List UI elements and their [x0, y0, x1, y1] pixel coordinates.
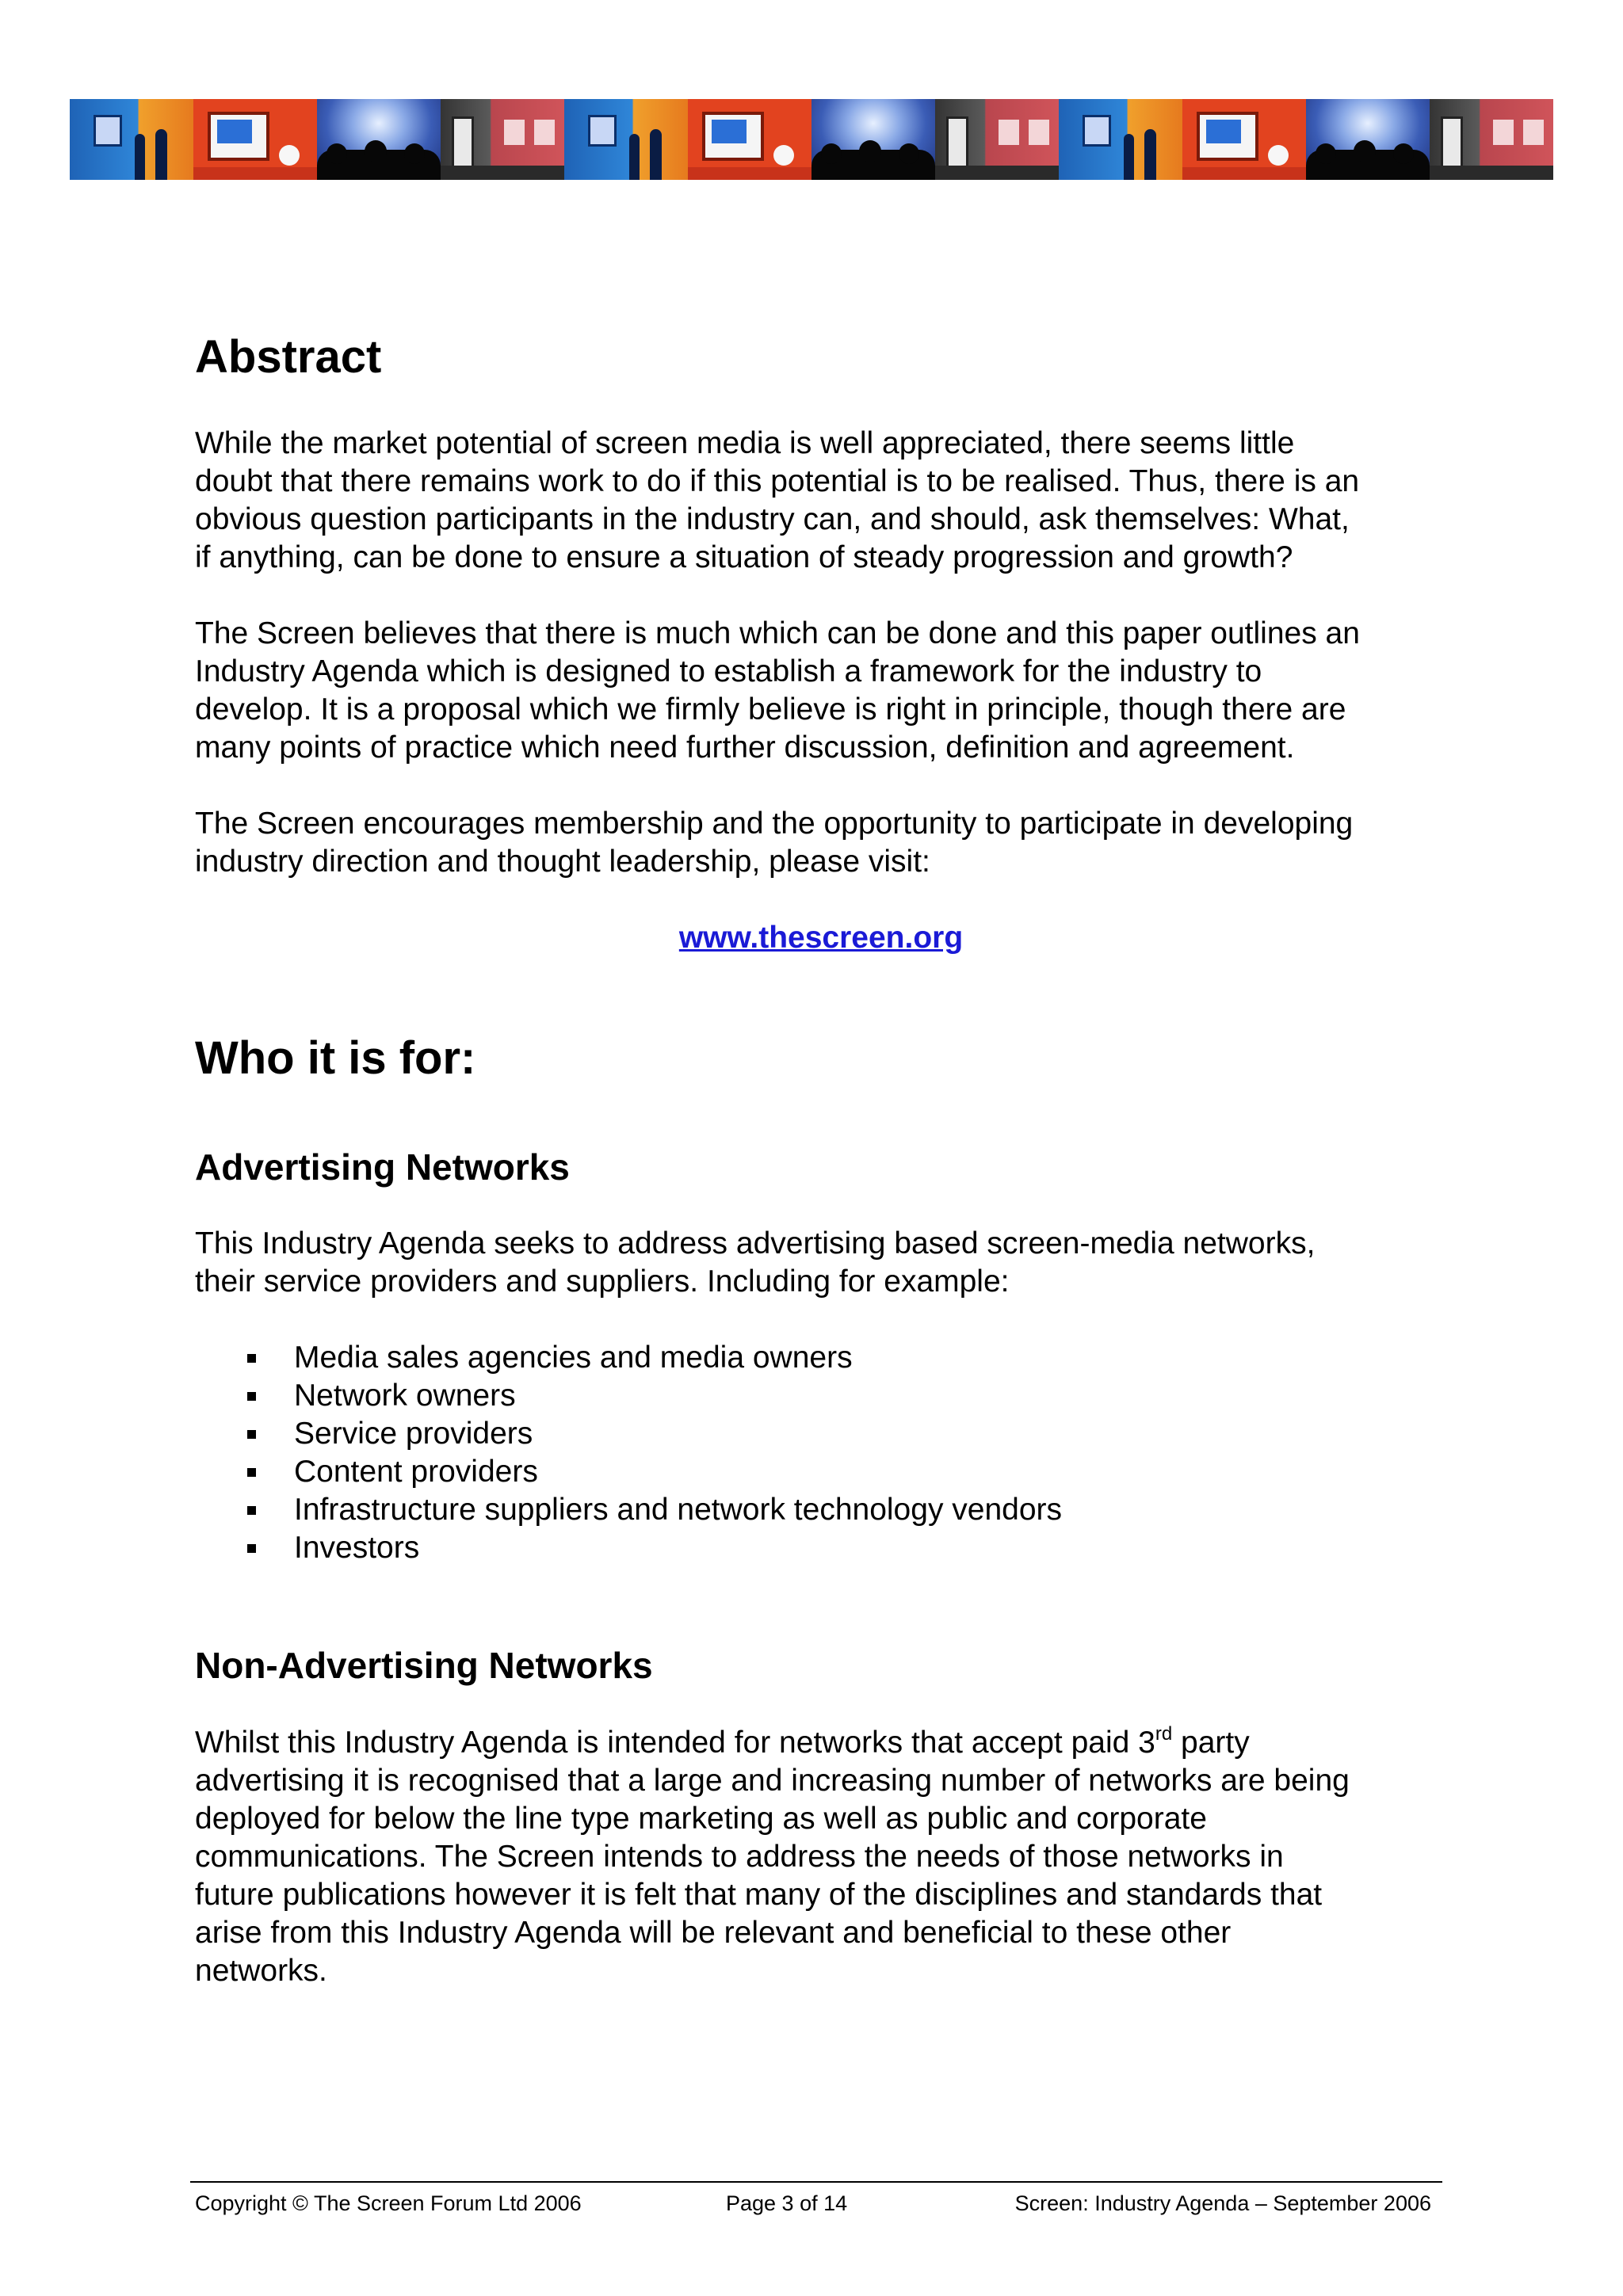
banner-tile-bus-stop	[1059, 99, 1182, 180]
text-line: The Screen encourages membership and the opportunity to participate in developing	[195, 807, 1354, 841]
who-it-is-for-heading: Who it is for:	[195, 1032, 476, 1084]
text-line: communications. The Screen intends to address the needs of those networks in	[195, 1840, 1284, 1874]
bullet-square-icon	[247, 1392, 256, 1401]
banner-tile-bus-stop	[70, 99, 193, 180]
list-item-text: Content providers	[294, 1455, 538, 1489]
advertising-networks-intro	[195, 1225, 1447, 1301]
header-banner	[70, 99, 1554, 180]
bullet-square-icon	[247, 1468, 256, 1477]
banner-tile-train	[441, 99, 564, 180]
banner-tile-kiosk	[1182, 99, 1306, 180]
list-item	[195, 1529, 1062, 1567]
text-fragment: party	[1172, 1726, 1250, 1760]
bullet-square-icon	[247, 1506, 256, 1515]
list-item	[195, 1453, 1062, 1491]
text-line: networks.	[195, 1954, 327, 1988]
banner-tile-kiosk	[688, 99, 812, 180]
bullet-square-icon	[247, 1354, 256, 1363]
banner-tile-kiosk	[193, 99, 317, 180]
list-item	[195, 1377, 1062, 1415]
text-line: Industry Agenda which is designed to establish a framework for the industry to	[195, 654, 1262, 688]
abstract-paragraph-2	[195, 615, 1447, 767]
text-line: obvious question participants in the industry can, and should, ask themselves: What,	[195, 502, 1350, 536]
text-line: industry direction and thought leadership, please visit:	[195, 845, 930, 879]
banner-tile-audience	[812, 99, 935, 180]
text-line: develop. It is a proposal which we firmly believe is right in principle, though there are	[195, 692, 1346, 727]
banner-tile-audience	[1306, 99, 1430, 180]
text-line: This Industry Agenda seeks to address advertising based screen-media networks,	[195, 1226, 1316, 1261]
bullet-square-icon	[247, 1430, 256, 1439]
list-item	[195, 1415, 1062, 1453]
banner-tile-audience	[317, 99, 441, 180]
list-item-text: Service providers	[294, 1417, 533, 1451]
list-item-text: Infrastructure suppliers and network technology vendors	[294, 1493, 1063, 1527]
footer-copyright: Copyright © The Screen Forum Ltd 2006	[195, 2191, 582, 2215]
text-line: doubt that there remains work to do if this potential is to be realised. Thus, there is an	[195, 464, 1360, 498]
non-advertising-networks-heading: Non-Advertising Networks	[195, 1645, 653, 1686]
text-line: their service providers and suppliers. Including for example:	[195, 1264, 1010, 1299]
text-fragment: Whilst this Industry Agenda is intended for networks that accept paid 3	[195, 1726, 1155, 1760]
bullet-square-icon	[247, 1544, 256, 1553]
non-advertising-networks-paragraph	[195, 1724, 1447, 1990]
banner-tile-train	[1430, 99, 1553, 180]
text-line: if anything, can be done to ensure a situation of steady progression and growth?	[195, 540, 1293, 574]
ordinal-suffix: rd	[1155, 1723, 1173, 1745]
abstract-paragraph-3	[195, 805, 1447, 881]
banner-tile-bus-stop	[564, 99, 688, 180]
list-item-text: Investors	[294, 1531, 420, 1565]
list-item	[195, 1491, 1062, 1529]
banner-tile-train	[935, 99, 1059, 180]
list-item-text: Network owners	[294, 1379, 516, 1413]
text-line: The Screen believes that there is much which can be done and this paper outlines an	[195, 616, 1360, 650]
advertising-networks-heading: Advertising Networks	[195, 1146, 570, 1188]
text-line: arise from this Industry Agenda will be relevant and beneficial to these other	[195, 1916, 1232, 1950]
text-line: future publications however it is felt that many of the disciplines and standards that	[195, 1878, 1323, 1912]
abstract-heading: Abstract	[195, 331, 382, 383]
website-link[interactable]: www.thescreen.org	[678, 921, 964, 955]
footer-page-number: Page 3 of 14	[726, 2191, 848, 2215]
text-line: many points of practice which need further discussion, definition and agreement.	[195, 730, 1295, 765]
list-item	[195, 1339, 1062, 1377]
text-line: deployed for below the line type marketing as well as public and corporate	[195, 1802, 1207, 1836]
footer-document-title: Screen: Industry Agenda – September 2006	[1014, 2191, 1431, 2215]
text-line	[195, 1724, 1447, 1762]
abstract-paragraph-1	[195, 425, 1447, 577]
text-line: While the market potential of screen media is well appreciated, there seems little	[195, 426, 1295, 460]
list-item-text: Media sales agencies and media owners	[294, 1341, 853, 1375]
audience-bullet-list	[195, 1339, 1062, 1567]
footer-divider	[190, 2181, 1442, 2183]
website-link-line	[195, 919, 1447, 957]
text-line: advertising it is recognised that a large and increasing number of networks are being	[195, 1764, 1350, 1798]
